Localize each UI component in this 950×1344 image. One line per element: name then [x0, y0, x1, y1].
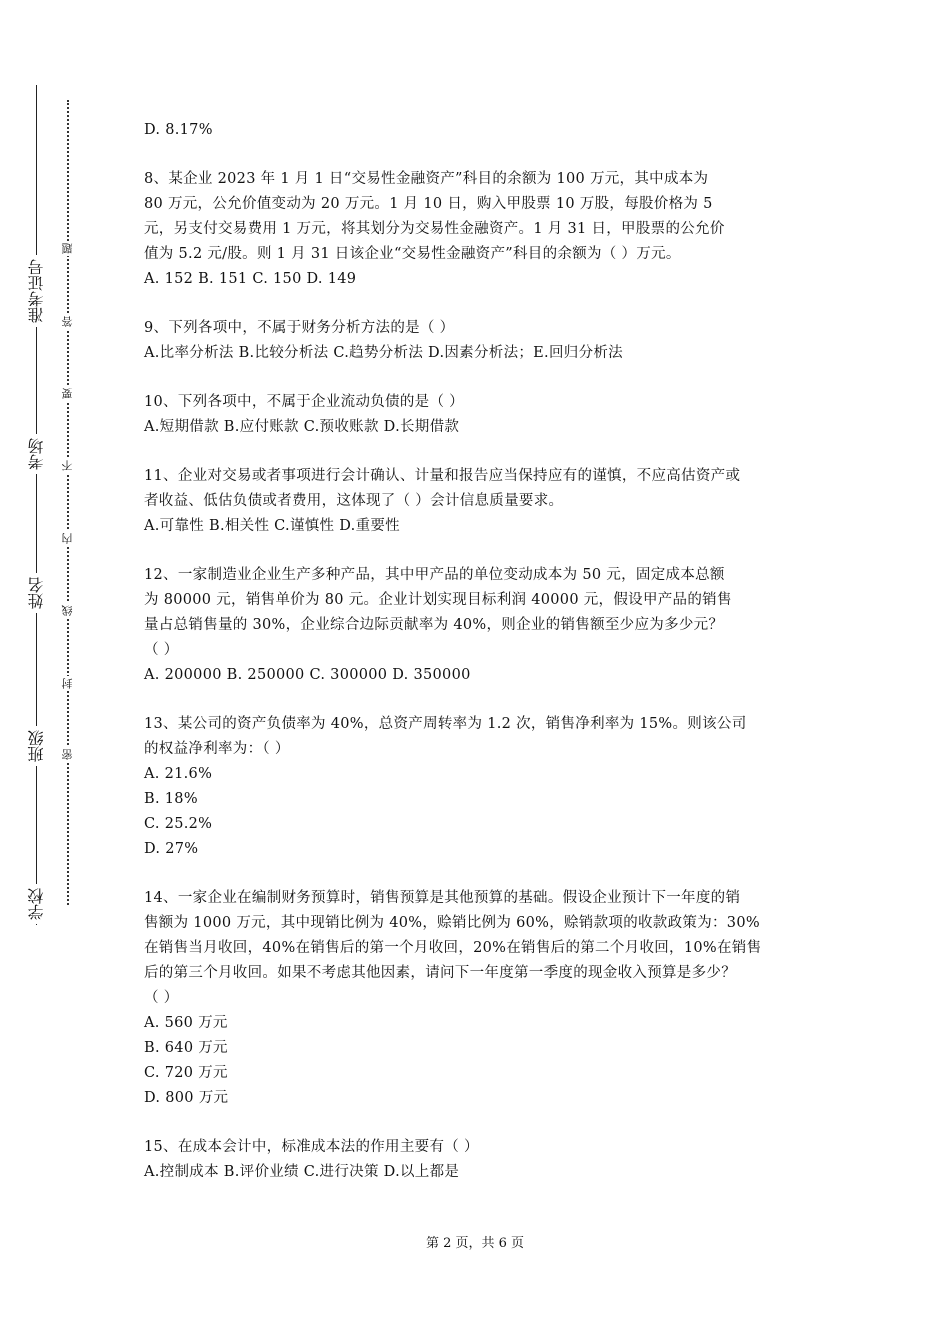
binding-dotted-line [67, 100, 69, 905]
field-class-label: 班级 [22, 726, 52, 766]
seal-char: 要 [61, 388, 74, 399]
question-line: C. 25.2% [144, 816, 213, 832]
page-number-footer: 第 2 页，共 6 页 [425, 1236, 525, 1251]
question-line: D. 8.17% [144, 122, 213, 138]
question-block [144, 712, 810, 862]
question-line: A.比率分析法 B.比较分析法 C.趋势分析法 D.因素分析法；E.回归分析法 [144, 345, 623, 361]
seal-char: 内 [61, 533, 74, 544]
field-name-label: 姓名 [22, 573, 52, 613]
question-line: 后的第三个月收回。如果不考虑其他因素，请问下一年度第一季度的现金收入预算是多少？ [144, 965, 736, 981]
question-line: D. 800 万元 [144, 1090, 229, 1106]
seal-char: 答 [61, 316, 74, 327]
question-line: 14、一家企业在编制财务预算时，销售预算是其他预算的基础。假设企业预计下一年度的销 [144, 890, 741, 906]
field-school-label: 学校 [22, 884, 52, 924]
question-block [144, 563, 810, 688]
question-line: A. 200000 B. 250000 C. 300000 D. 350000 [144, 667, 471, 683]
question-line: A. 21.6% [144, 766, 213, 782]
binding-margin [0, 0, 110, 1344]
field-exam-number-label: 准考证号 [22, 255, 52, 327]
question-line: （ ） [144, 990, 179, 1006]
question-line: A. 152 B. 151 C. 150 D. 149 [144, 271, 357, 287]
seal-char: 不 [61, 460, 74, 471]
question-block [144, 167, 810, 292]
question-line: 11、企业对交易或者事项进行会计确认、计量和报告应当保持应有的谨慎，不应高估资产或 [144, 468, 741, 484]
question-block [144, 1135, 810, 1185]
question-line: B. 640 万元 [144, 1040, 228, 1056]
question-line: A.短期借款 B.应付账款 C.预收账款 D.长期借款 [144, 419, 460, 435]
question-line: 10、下列各项中，不属于企业流动负债的是（ ） [144, 394, 464, 410]
question-line: 在销售当月收回，40%在销售后的第一个月收回，20%在销售后的第二个月收回，10%在销售 [144, 940, 762, 956]
question-line: D. 27% [144, 841, 199, 857]
question-line: 80 万元，公允价值变动为 20 万元。1 月 10 日，购入甲股票 10 万股，每股价格为 5 [144, 196, 713, 212]
question-line: 量占总销售量的 30%，企业综合边际贡献率为 40%，则企业的销售额至少应为多少元？ [144, 617, 724, 633]
question-line: 为 80000 元，销售单价为 80 元。企业计划实现目标利润 40000 元，假设甲产品的销售 [144, 592, 732, 608]
question-line: A. 560 万元 [144, 1015, 228, 1031]
question-block [144, 118, 810, 143]
field-exam-room-label: 考场 [22, 434, 52, 474]
seal-char: 密 [61, 749, 74, 760]
question-line: 9、下列各项中，不属于财务分析方法的是（ ） [144, 320, 455, 336]
question-line: 售额为 1000 万元，其中现销比例为 40%，赊销比例为 60%，赊销款项的收款政策为：30% [144, 915, 760, 931]
question-line: 13、某公司的资产负债率为 40%，总资产周转率为 1.2 次，销售净利率为 15%。则该公司 [144, 716, 747, 732]
seal-char: 题 [61, 243, 74, 254]
question-line: A.可靠性 B.相关性 C.谨慎性 D.重要性 [144, 518, 400, 534]
question-line: 元，另支付交易费用 1 万元，将其划分为交易性金融资产。1 月 31 日，甲股票的公允价 [144, 221, 725, 237]
question-line: A.控制成本 B.评价业绩 C.进行决策 D.以上都是 [144, 1164, 460, 1180]
question-line: 值为 5.2 元/股。则 1 月 31 日该企业“交易性金融资产”科目的余额为（ ）万元。 [144, 246, 681, 262]
question-line: B. 18% [144, 791, 198, 807]
question-line: 12、一家制造业企业生产多种产品，其中甲产品的单位变动成本为 50 元，固定成本总额 [144, 567, 725, 583]
seal-char: 封 [61, 678, 74, 689]
seal-char: 线 [61, 605, 74, 616]
question-line: （ ） [144, 642, 179, 658]
question-line: 者收益、低估负债或者费用，这体现了（ ）会计信息质量要求。 [144, 493, 564, 509]
binding-solid-line [36, 85, 37, 925]
question-block [144, 316, 810, 366]
question-line: 的权益净利率为：（ ） [144, 741, 290, 757]
question-line: 8、某企业 2023 年 1 月 1 日“交易性金融资产”科目的余额为 100 万元，其中成本为 [144, 171, 709, 187]
question-block [144, 886, 810, 1111]
question-list [144, 118, 810, 1209]
question-block [144, 464, 810, 539]
question-block [144, 390, 810, 440]
question-line: 15、在成本会计中，标准成本法的作用主要有（ ） [144, 1139, 479, 1155]
question-line: C. 720 万元 [144, 1065, 228, 1081]
